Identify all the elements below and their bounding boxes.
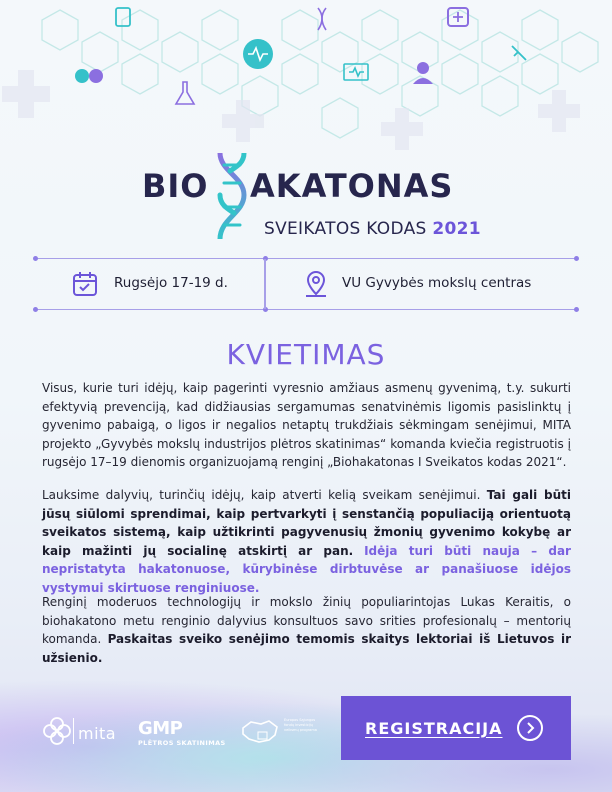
paragraph-2-bold: Tai gali būti jūsų siūlomi sprendimai, kaip pertvarkyti į senstančią populiaciją orientuotą sveikatos sistemą, kaip užtikrinti pagyvenusių žmonių gyvenimo kokybę ar kaip mažinti jų socialinę atskirtį ar pan. bbox=[42, 488, 571, 558]
syringe-icon bbox=[512, 46, 526, 60]
logo-year: 2021 bbox=[432, 219, 481, 239]
pills-icon bbox=[75, 69, 103, 83]
gmp-logo-subtitle: PLĖTROS SKATINIMAS bbox=[138, 739, 226, 747]
gmp-logo-letters: GMP bbox=[138, 718, 183, 739]
logo-bio-text: BIO bbox=[142, 167, 209, 205]
mita-flower-icon bbox=[42, 716, 72, 746]
page-title: KVIETIMAS bbox=[226, 338, 386, 371]
dna-icon bbox=[212, 153, 252, 239]
paragraph-3-text: Renginį moderuos technologijų ir mokslo žinių populiarintojas Lukas Keraitis, o biohakatono metu renginio dalyvius konsultuos savo srities profesionalų – mentorių komanda. bbox=[42, 595, 571, 647]
arrow-right-icon bbox=[517, 715, 543, 741]
paragraph-2-highlight: Idėja turi būti nauja – dar nepristatyta hakatonuose, kūrybinėse dirbtuvėse ar panašiuose idėjos vystymui skirtuose renginiuose. bbox=[42, 543, 571, 595]
info-bar-dot bbox=[33, 256, 38, 261]
lithuania-map-icon bbox=[240, 718, 280, 748]
registration-button-label: REGISTRACIJA bbox=[365, 718, 503, 738]
eu-funds-text: Europos Sąjungos fondų investicijų veiksmų programa bbox=[284, 718, 317, 732]
location-icon bbox=[302, 270, 330, 298]
flask-icon bbox=[176, 82, 194, 104]
event-place: VU Gyvybės mokslų centras bbox=[342, 275, 532, 291]
event-date: Rugsėjo 17-19 d. bbox=[114, 275, 228, 291]
info-bar-dot bbox=[574, 256, 579, 261]
gmp-logo-title bbox=[138, 718, 226, 739]
logo-subtitle bbox=[264, 219, 481, 239]
invitation-paragraph-3 bbox=[42, 593, 571, 667]
dna-icon bbox=[318, 8, 326, 30]
event-logo bbox=[0, 145, 612, 245]
paragraph-2-text: Lauksime dalyvių, turinčių idėjų, kaip atverti kelią sveikam senėjimui. bbox=[42, 488, 487, 502]
info-bar-divider bbox=[264, 259, 266, 309]
logo-akatonas-text: AKATONAS bbox=[250, 167, 454, 205]
invitation-paragraph-1: Visus, kurie turi idėjų, kaip pagerinti vyresnio amžiaus asmenų gyvenimą, t.y. sukurti efektyvią prevenciją, kad didžiausias sergamumas senatvinėmis ligomis pasislinktų į gyvenimo pabaigą, o ligos ir negalios netaptų trukdžiais sėkmingam senėjimui, MITA projekto „Gyvybės mokslų industrijos plėtros skatinimas“ komanda kviečia registruotis į rugsėjo 17–19 dienomis organizuojamą renginį „Biohakatonas I Sveikatos kodas 2021“. bbox=[42, 381, 571, 470]
molecule-pattern-background bbox=[0, 0, 612, 150]
doctor-icon bbox=[413, 62, 433, 84]
paragraph-3-bold: Paskaitas sveiko senėjimo temomis skaitys lektoriai iš Lietuvos ir užsienio. bbox=[42, 632, 571, 665]
registration-button[interactable] bbox=[341, 696, 571, 760]
logo-subtitle-text: SVEIKATOS KODAS bbox=[264, 219, 427, 239]
invitation-paragraph-2 bbox=[42, 486, 571, 598]
mita-logo-text: mita bbox=[78, 724, 117, 743]
info-bar-dot bbox=[574, 307, 579, 312]
info-bar-dot bbox=[33, 307, 38, 312]
monitor-icon bbox=[344, 64, 368, 80]
calendar-icon bbox=[72, 271, 98, 297]
heart-monitor-icon bbox=[243, 39, 273, 69]
event-info-bar bbox=[36, 258, 576, 310]
gmp-logo bbox=[138, 718, 226, 747]
